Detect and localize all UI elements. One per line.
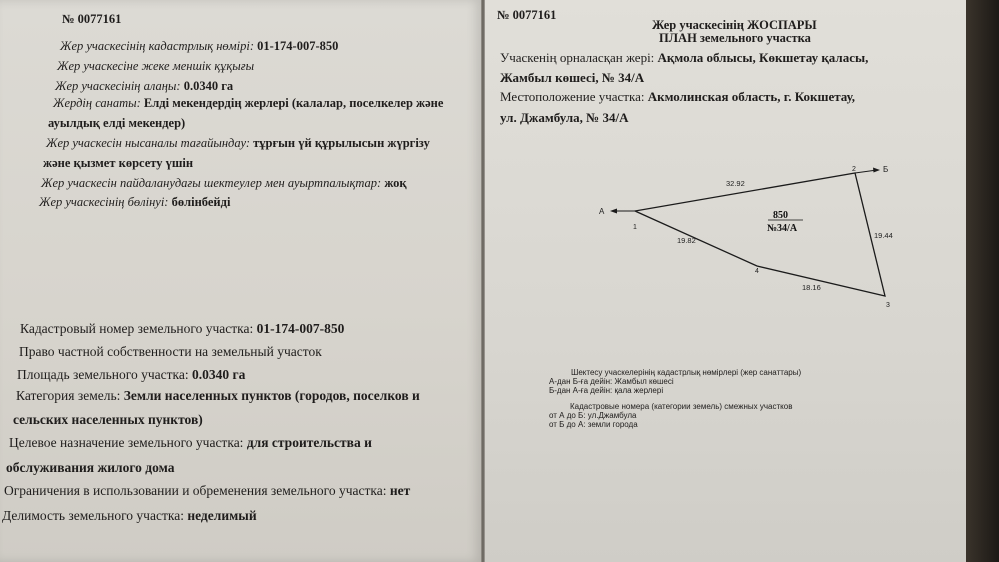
ru-area-value: 0.0340 га (191, 367, 246, 382)
plot-number: 850 (773, 210, 788, 221)
ru-right-type: Право частной собственности на земельный участок (19, 344, 322, 359)
ru-area-label: Площадь земельного участка: (17, 367, 189, 382)
plan-title-kz: Жер учаскесiнiң ЖОСПАРЫ (652, 18, 817, 32)
side-2-3-length: 19.44 (874, 231, 893, 240)
side-4-1-length: 19.82 (677, 236, 696, 245)
kz-area-value: 0.0340 га (183, 79, 234, 93)
ru-category-value-2: сельских населенных пунктов) (13, 412, 203, 427)
kz-area-label: Жер учаскесiнiң алаңы: (55, 79, 181, 93)
ru-purpose-value-1: для строительства и (246, 435, 372, 450)
kz-divisibility-label: Жер учаскесiнiң бөлiнуi: (39, 195, 169, 209)
plot-boundary (635, 173, 885, 296)
side-1-2-length: 32.92 (726, 179, 745, 188)
point-b-label: Б (883, 165, 889, 174)
ru-divisibility-value: неделимый (187, 508, 257, 523)
location-kz-label: Учаскенiң орналасқан жерi: (500, 50, 655, 65)
kz-divisibility-value: бөлiнбейдi (171, 195, 231, 209)
point-a-label: А (599, 207, 605, 216)
adjacent-ru-a-to-b: от А до Б: ул.Джамбула (549, 411, 637, 420)
ru-purpose-label: Целевое назначение земельного участка: (9, 435, 244, 450)
adjacent-kz-a-to-b: А-дан Б-ға дейiн: Жамбыл көшесi (549, 377, 674, 386)
adjacent-kz-title: Шектесу учаскелерiнiң кадастрлық нөмiрлерi (жер санаттары) (571, 368, 802, 377)
adjacent-kz-b-to-a: Б-дан А-ға дейiн: қала жерлерi (549, 386, 664, 395)
adjacent-ru-b-to-a: от Б до А: земли города (549, 420, 638, 429)
kz-category-value-1: Елдi мекендердiң жерлерi (калалар, поселкелер және (143, 96, 444, 110)
kz-category-label: Жердiң санаты: (53, 96, 141, 110)
kz-right-type: Жер учаскесiне жеке меншiк құқығы (57, 59, 255, 73)
vertex-2-label: 2 (852, 166, 856, 173)
ru-purpose-value-2: обслуживания жилого дома (6, 460, 175, 475)
kz-purpose-label: Жер учаскесiн нысаналы тағайындау: (46, 136, 251, 150)
ru-restrictions-label: Ограничения в использовании и обременения земельного участка: (4, 483, 387, 498)
kz-cadastral-value: 01-174-007-850 (257, 39, 339, 53)
doc-number-left: № 0077161 (62, 12, 122, 26)
arrow-a-head (610, 209, 617, 214)
ru-category-label: Категория земель: (16, 388, 121, 403)
ru-divisibility-label: Делимость земельного участка: (2, 508, 184, 523)
kz-purpose-value-2: және қызмет көрсету үшiн (43, 156, 194, 170)
ru-cadastral-value: 01-174-007-850 (256, 321, 345, 336)
location-ru-value-2: ул. Джамбула, № 34/А (500, 110, 629, 125)
location-kz-value-2: Жамбыл көшесi, № 34/А (500, 70, 645, 85)
ru-category-value-1: Земли населенных пунктов (городов, поселков и (123, 388, 420, 403)
vertex-4-label: 4 (755, 268, 759, 275)
kz-category-value-2: ауылдық елдi мекендер) (48, 116, 186, 130)
ru-restrictions-value: нет (389, 483, 411, 498)
arrow-b-head (873, 168, 880, 173)
kz-purpose-value-1: тұрғын үй құрылысын жүргiзу (253, 136, 430, 150)
ru-cadastral-label: Кадастровый номер земельного участка: (20, 321, 254, 336)
kz-cadastral-label: Жер учаскесiнiң кадастрлық нөмiрi: (60, 39, 255, 53)
kz-restrictions-label: Жер учаскесiн пайдаланудағы шектеулер мен ауыртпалықтар: (41, 176, 382, 190)
plot-address: №34/А (767, 223, 798, 234)
side-3-4-length: 18.16 (802, 283, 821, 292)
adjacent-ru-title: Кадастровые номера (категории земель) смежных участков (570, 402, 793, 411)
kz-restrictions-value: жоқ (384, 176, 407, 190)
plan-title-ru: ПЛАН земельного участка (659, 31, 811, 45)
location-kz-value-1: Ақмола облысы, Көкшетау қаласы, (657, 50, 869, 65)
vertex-1-label: 1 (633, 224, 637, 231)
location-ru-value-1: Акмолинская область, г. Кокшетау, (647, 89, 856, 104)
vertex-3-label: 3 (886, 302, 890, 309)
location-ru-label: Местоположение участка: (500, 89, 645, 104)
doc-number-right: № 0077161 (497, 8, 557, 22)
